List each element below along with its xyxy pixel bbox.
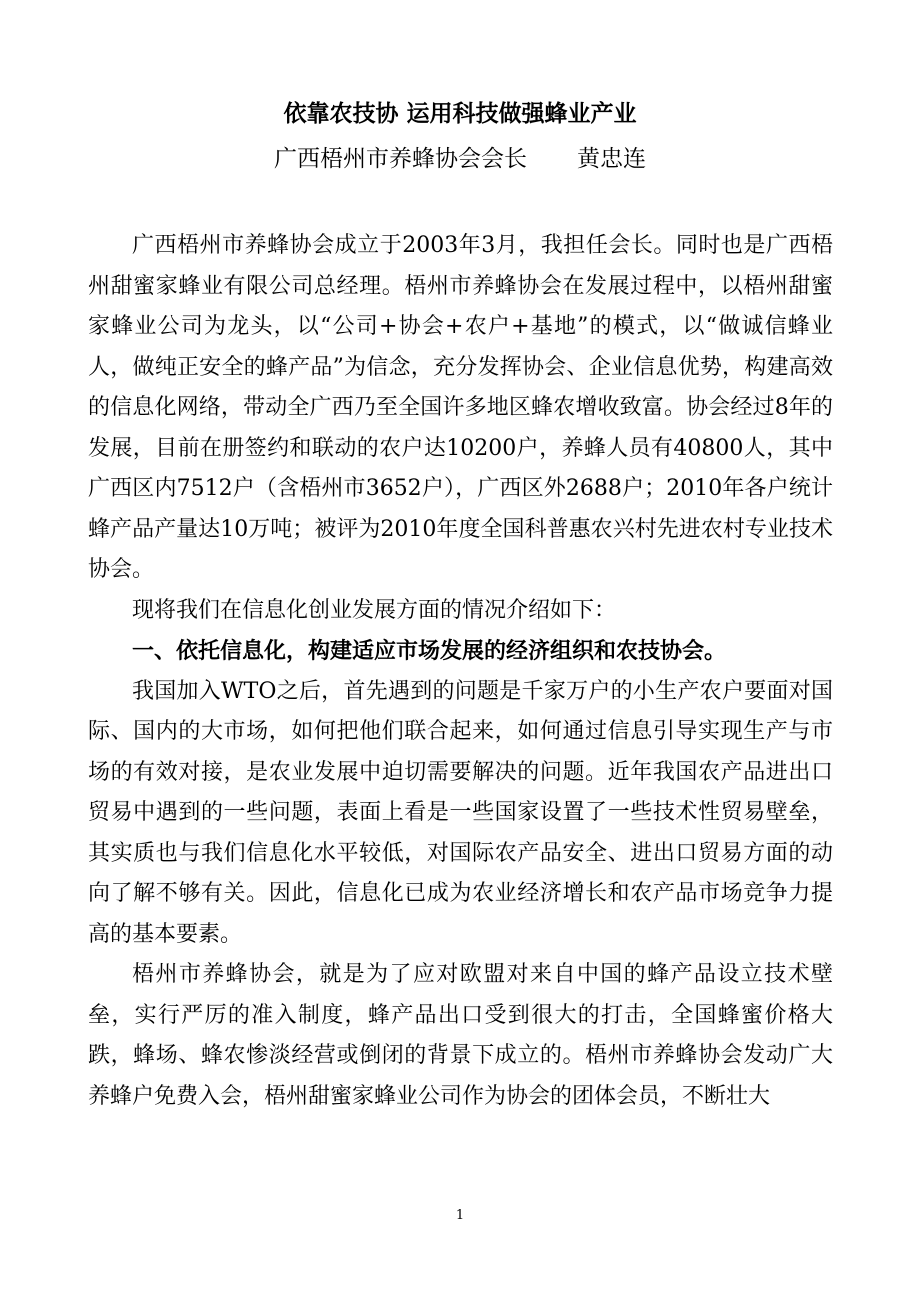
document-title: 依靠农技协 运用科技做强蜂业产业 xyxy=(283,100,637,127)
paragraph-association: 梧州市养蜂协会，就是为了应对欧盟对来自中国的蜂产品设立技术壁垒，实行严厉的准入制度，蜂产品出口受到很大的打击，全国蜂蜜价格大跌，蜂场、蜂农惨淡经营或倒闭的背景下成立的。梧州市养蜂协会发动广大养蜂户免费入会，梧州甜蜜家蜂业公司作为协会的团体会员，不断壮大 xyxy=(88,962,833,1109)
page-number: 1 xyxy=(455,1208,465,1223)
document-body xyxy=(88,226,833,1117)
author-name: 黄忠连 xyxy=(577,146,646,172)
paragraph-transition: 现将我们在信息化创业发展方面的情况介绍如下： xyxy=(132,597,617,623)
paragraph-wto: 我国加入WTO之后，首先遇到的问题是千家万户的小生产农户要面对国际、国内的大市场，如何把他们联合起来，如何通过信息引导实现生产与市场的有效对接，是农业发展中迫切需要解决的问题。近年我国农产品进出口贸易中遇到的一些问题，表面上看是一些国家设置了一些技术性贸易壁垒，其实质也与我们信息化水平较低，对国际农产品安全、进出口贸易方面的动向了解不够有关。因此，信息化已成为农业经济增长和农产品市场竞争力提高的基本要素。 xyxy=(88,678,833,947)
author-line xyxy=(0,141,920,177)
section-heading-1: 一、依托信息化，构建适应市场发展的经济组织和农技协会。 xyxy=(132,638,727,664)
author-affiliation: 广西梧州市养蜂协会会长 xyxy=(274,146,527,172)
paragraph-intro: 广西梧州市养蜂协会成立于2003年3月，我担任会长。同时也是广西梧州甜蜜家蜂业有限公司总经理。梧州市养蜂协会在发展过程中，以梧州甜蜜家蜂业公司为龙头，以“公司+协会+农户+基地”的模式，以“做诚信蜂业人，做纯正安全的蜂产品”为信念，充分发挥协会、企业信息优势，构建高效的信息化网络，带动全广西乃至全国许多地区蜂农增收致富。协会经过8年的发展，目前在册签约和联动的农户达10200户，养蜂人员有40800人，其中广西区内7512户（含梧州市3652户），广西区外2688户；2010年各户统计蜂产品产量达10万吨；被评为2010年度全国科普惠农兴村先进农村专业技术协会。 xyxy=(88,233,833,582)
